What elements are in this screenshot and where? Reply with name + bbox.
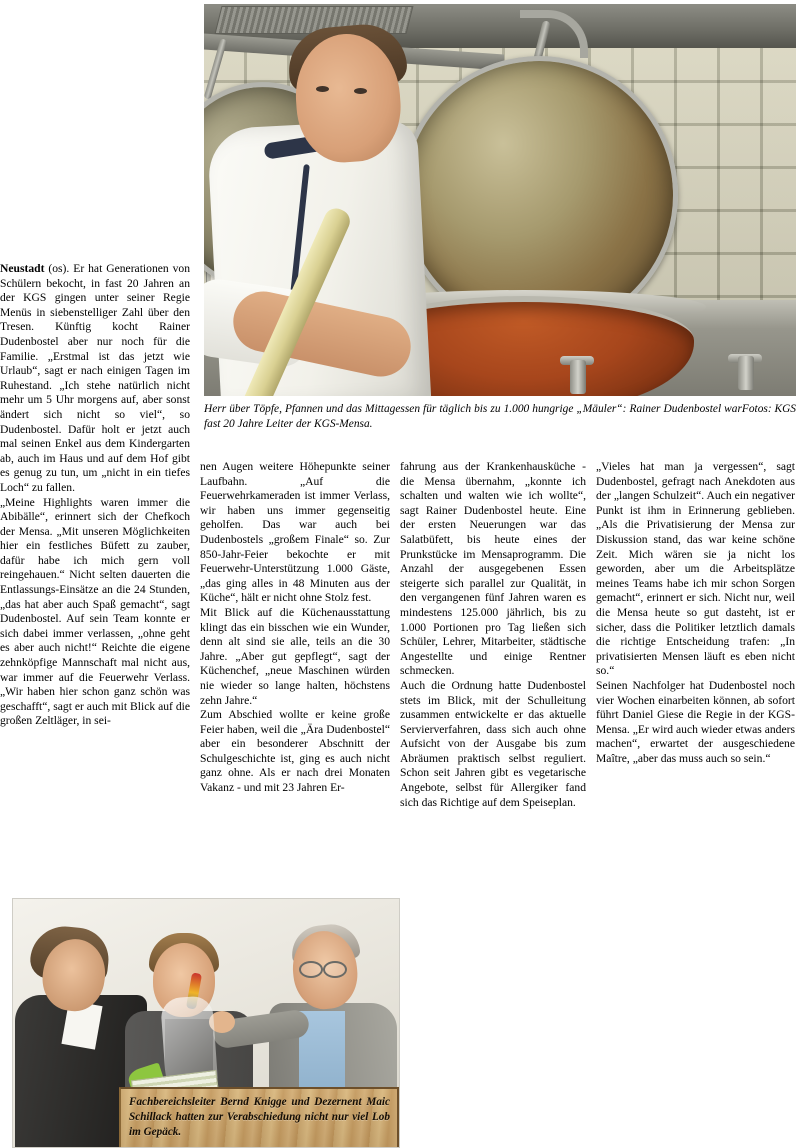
article-column-4 [596,460,795,766]
photo-credit: Fotos: KGS [741,403,796,415]
byline: (os). [48,262,70,275]
bottom-photo [12,898,400,1148]
bottom-photo-caption: Fachbereichsleiter Bernd Knigge und Dezernent Maic Schillack hatten zur Verabschiedung nicht nur viel Lob im Gepäck. [119,1087,399,1147]
article-paragraph: Seinen Nachfolger hat Dudenbostel noch vier Wochen einarbeiten können, ab sofort führt Daniel Giese die Regie in der KGS-Mensa. „Er wird auch wieder etwas anders machen“, erwartet der ausgeschiedene Maître, „aber das muss auch so sein.“ [596,678,795,765]
dateline: Neustadt [0,262,45,275]
main-photo [204,4,796,396]
article-paragraph: fahrung aus der Krankenhausküche - die Mensa übernahm, „konnte ich schalten und walten wie ich wollte“, sagt Rainer Dudenbostel heute. Eine der ersten Neuerungen war das Salatbüfett, bis heute eines der Prunkstücke im Mensaprogramm. Die Anzahl der ausgegebenen Essen steigerte sich parallel zur Qualität, in den vergangenen fünf Jahren waren es mindestens 125.000 jährlich, bis zu 1.000 Portionen pro Tag ließen sich Schüler, Lehrer, Mitarbeiter, städtische Angestellte und einige Rentner schmecken. [400,460,586,678]
chef-eye-left [316,86,329,92]
article-paragraph: „Vieles hat man ja vergessen“, sagt Dudenbostel, gefragt nach Anekdoten aus der „langen Schulzeit“. Auch ein negativer Punkt ist ihm in Erinnerung geblieben. „Als die Privatisierung der Mensa zur Diskussion stand, das war keine schöne Zeit. Mich wären sie ja nicht los geworden, aber um die Arbeitsplätze meines Teams habe ich mir schon Sorgen gemacht“, erinnert er sich. Nicht nur, weil die Mensa heute so gut dasteht, ist er sicher, dass die Politiker letztlich damals die richtige Entscheidung trafen: „In privatisierten Mensen läuft es eben nicht so.“ [596,460,795,678]
kettle-tap-far-right [738,356,754,390]
chef-eye-right [354,88,367,94]
glasses-right-lens [323,961,347,978]
article-paragraph [0,262,190,496]
main-photo-caption-text: Herr über Töpfe, Pfannen und das Mittagessen für täglich bis zu 1.000 hungrige „Mäuler“: Rainer Dudenbostel war fast 20 Jahre Leiter der KGS-Mensa. [204,403,742,431]
article-paragraph: Mit Blick auf die Küchenausstattung klingt das ein bisschen wie ein Wunder, denn alt sind sie alle, teils an die 30 Jahre. „Aber gut gepflegt“, sagt der Küchenchef, „neue Maschinen würden nie wieder so lange halten, höchstens zehn Jahre.“ [200,605,390,707]
glasses-left-lens [299,961,323,978]
kettle-tap-right [570,360,586,394]
article-column-1 [0,262,190,729]
article-paragraph: „Meine Highlights waren immer die Abibälle“, erinnert sich der Chefkoch der Mensa. „Mit unseren Möglichkeiten hier ein festliches Büfett zu zauber, dafür habe ich mich gern voll reingehauen.“ Nicht selten dauerten die Entlassungs-Einsätze an die 24 Stunden, „das hat aber auch Spaß gemacht“, sagt Dudenbostel. Auf sein Team konnte er sich dabei immer verlassen, „ohne geht es aber auch nicht!“ Reichte die eigene zehnköpfige Mannschaft mal nicht aus, war immer auf die Feuerwehr Verlass. „Wir haben hier schon ganz schön was geschafft“, sagt er auch mit Blick auf die großen Zeltläger, in sei- [0,495,190,728]
article-column-2 [200,460,390,796]
article-paragraph: Zum Abschied wollte er keine große Feier haben, weil die „Ära Dudenbostel“ aber ein besonderer Abschnitt der Schulgeschichte ist, ging es auch nicht ganz ohne. Als er nach drei Monaten Vakanz - und mit 23 Jahren Er- [200,708,390,795]
article-paragraph: nen Augen weitere Höhepunkte seiner Laufbahn. „Auf die Feuerwehrkameraden ist immer Verlass, wir haben uns immer gegenseitig geholfen. Das war auch bei Dudenbostels „großem Finale“ so. Zur 850-Jahr-Feier bekochte er mit Feuerwehr-Unterstützung 1.000 Gäste, „das ging alles in 48 Minuten aus der Küche“, hält er nicht ohne Stolz fest. [200,460,390,605]
article-column-3 [400,460,586,810]
main-photo-caption [204,402,796,433]
paragraph-text: Er hat Generationen von Schülern bekocht, in fast 20 Jahren an der KGS gingen unter seiner Regie Menüs in siebenstelliger Zahl über den Tresen. Künftig kocht Rainer Dudenbostel aber nur noch für die Familie. „Erstmal ist das jetzt wie Urlaub“, sagt er nach einigen Tagen im Ruhestand. „Ich stehe natürlich nicht mehr um 5 Uhr morgens auf, aber sonst ändert sich nicht so viel“, so Dudenbostel. Dafür holt er jetzt auch mal seinen Enkel aus dem Kindergarten ab, auch im Haus und auf dem Hof gibt es genug zu tun, um „nicht in ein tiefes Loch“ zu fallen. [0,262,190,494]
article-paragraph: Auch die Ordnung hatte Dudenbostel stets im Blick, mit der Schulleitung zusammen entwickelte er das aktuelle Servierverfahren, dass sich auch ohne Aufsicht von der Ausgabe bis zum Abräumen praktisch selbst reguliert. Schon seit Jahren gibt es vegetarische Angebote, selbst für Allergiker fand sich das Richtige auf dem Speiseplan. [400,678,586,809]
main-photo-scene [204,4,796,396]
